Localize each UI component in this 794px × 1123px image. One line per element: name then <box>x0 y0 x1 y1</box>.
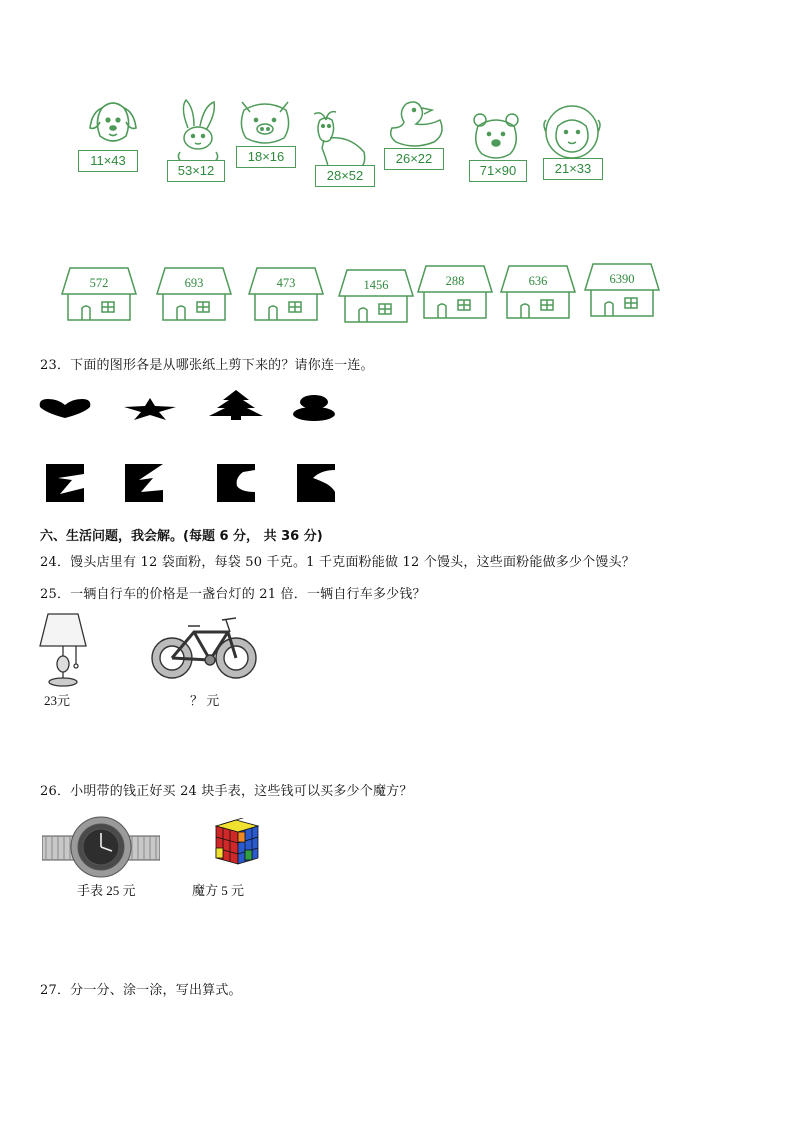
question-23: 23．下面的图形各是从哪张纸上剪下来的？请你连一连。 <box>40 358 374 373</box>
paper-shape-2-icon <box>125 464 163 502</box>
heart-shape-icon <box>38 397 92 419</box>
house-number: 473 <box>276 276 296 290</box>
paper-shape-1-icon <box>46 464 84 502</box>
house-icon <box>583 262 661 318</box>
duck-icon <box>384 98 446 154</box>
goat-card: 28×52 <box>315 165 375 187</box>
cube-caption: 魔方 5 元 <box>192 883 245 898</box>
house <box>337 268 415 324</box>
house <box>155 266 233 322</box>
rubiks-cube-icon <box>212 818 262 866</box>
lamp-icon <box>38 612 88 688</box>
house <box>247 266 325 322</box>
tree-shape-icon <box>209 390 263 420</box>
house-number: 636 <box>528 274 548 288</box>
bicycle-price: ？ 元 <box>190 693 220 708</box>
paper-shape-3-icon <box>217 464 255 502</box>
rabbit-icon <box>170 98 228 164</box>
house <box>499 264 577 320</box>
paper-shape-4-icon <box>297 464 335 502</box>
question-25: 25．一辆自行车的价格是一盏台灯的 21 倍．一辆自行车多少钱？ <box>40 587 426 602</box>
monkey-card: 21×33 <box>543 158 603 180</box>
house-icon <box>247 266 325 322</box>
house-number: 572 <box>89 276 109 290</box>
bear-card: 71×90 <box>469 160 527 182</box>
question-27: 27．分一分、涂一涂，写出算式。 <box>40 983 242 998</box>
house <box>60 266 138 322</box>
section-6-heading: 六、生活问题，我会解。(每题 6 分， 共 36 分) <box>40 529 323 544</box>
house-icon <box>499 264 577 320</box>
question-24: 24．馒头店里有 12 袋面粉，每袋 50 千克。1 千克面粉能做 12 个馒头，这些面粉能做多少个馒头？ <box>40 555 635 570</box>
pig-card: 18×16 <box>236 146 296 168</box>
monkey-icon <box>540 104 604 160</box>
bicycle-icon <box>148 614 260 680</box>
watch-icon <box>42 816 160 878</box>
dog-card: 11×43 <box>78 150 138 172</box>
house-icon <box>337 268 415 324</box>
dog-icon <box>82 98 144 154</box>
rabbit-card: 53×12 <box>167 160 225 182</box>
question-26: 26．小明带的钱正好买 24 块手表，这些钱可以买多少个魔方？ <box>40 784 413 799</box>
duck-card: 26×22 <box>384 148 444 170</box>
house-number: 288 <box>445 274 465 288</box>
house-icon <box>60 266 138 322</box>
watch-caption: 手表 25 元 <box>77 883 136 898</box>
hat-shape-icon <box>292 395 336 421</box>
house-number: 6390 <box>609 272 635 286</box>
bear-icon <box>470 112 522 162</box>
star-shape-icon <box>124 398 176 420</box>
lamp-price: 23元 <box>44 693 71 708</box>
goat-icon <box>306 108 370 168</box>
house-number: 693 <box>184 276 204 290</box>
house-icon <box>155 266 233 322</box>
house <box>416 264 494 320</box>
pig-icon <box>236 98 294 148</box>
house-number: 1456 <box>363 278 389 292</box>
house <box>583 262 661 318</box>
house-icon <box>416 264 494 320</box>
